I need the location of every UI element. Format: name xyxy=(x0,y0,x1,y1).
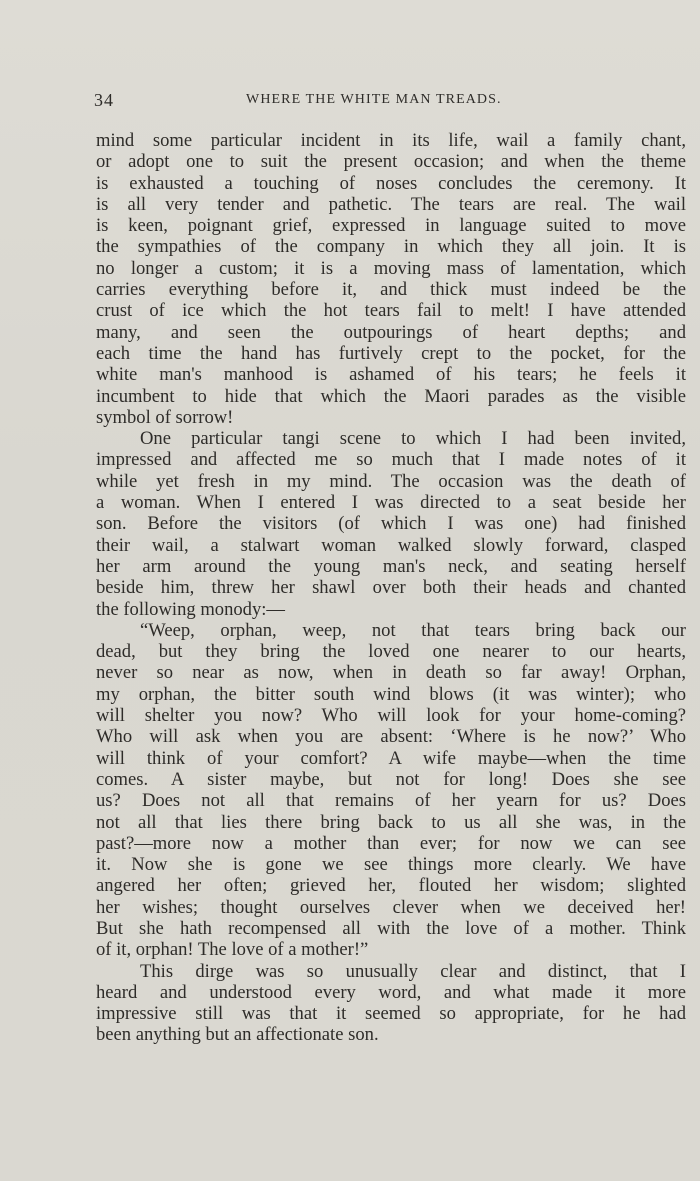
text-line: Who will ask when you are absent: ‘Where is he now?’ Who xyxy=(96,726,686,748)
text-line: it. Now she is gone we see things more clearly. We have xyxy=(96,854,686,876)
text-line: impressive still was that it seemed so appropriate, for he had xyxy=(96,1003,686,1025)
text-line: symbol of sorrow! xyxy=(96,406,234,428)
text-line: dead, but they bring the loved one nearer to our hearts, xyxy=(96,641,686,663)
text-line: will shelter you now? Who will look for your home-coming? xyxy=(96,705,686,727)
text-line: us? Does not all that remains of her yearn for us? Does xyxy=(96,790,686,812)
text-line: angered her often; grieved her, flouted her wisdom; slighted xyxy=(96,875,686,897)
text-line: not all that lies there bring back to us all she was, in the xyxy=(96,811,686,833)
text-line: the sympathies of the company in which they all join. It is xyxy=(96,236,686,258)
running-head xyxy=(94,90,686,114)
running-title: WHERE THE WHITE MAN TREADS. xyxy=(246,92,502,107)
text-line: is exhausted a touching of noses concludes the ceremony. It xyxy=(96,172,686,194)
page-number: 34 xyxy=(94,90,114,110)
text-line: impressed and affected me so much that I made notes of it xyxy=(96,449,686,471)
text-line: is all very tender and pathetic. The tears are real. The wail xyxy=(96,193,686,215)
text-line: past?—more now a mother than ever; for now we can see xyxy=(96,832,686,854)
text-line: is keen, poignant grief, expressed in language suited to move xyxy=(96,215,686,237)
text-line: never so near as now, when in death so far away! Orphan, xyxy=(96,662,686,684)
text-line: comes. A sister maybe, but not for long! Does she see xyxy=(96,768,686,790)
text-line: carries everything before it, and thick must indeed be the xyxy=(96,279,686,301)
text-line: a woman. When I entered I was directed to a seat beside her xyxy=(96,492,686,514)
text-line: This dirge was so unusually clear and distinct, that I xyxy=(140,960,686,982)
text-line: beside him, threw her shawl over both their heads and chanted xyxy=(96,577,686,599)
text-line: her wishes; thought ourselves clever when we deceived her! xyxy=(96,896,686,918)
paragraph xyxy=(96,961,686,1046)
text-line: will think of your comfort? A wife maybe—when the time xyxy=(96,747,686,769)
text-line: white man's manhood is ashamed of his tears; he feels it xyxy=(96,364,686,386)
text-line: my orphan, the bitter south wind blows (it was winter); who xyxy=(96,683,686,705)
text-line: But she hath recompensed all with the love of a mother. Think xyxy=(96,917,686,939)
paragraph xyxy=(96,620,686,961)
text-line: mind some particular incident in its life, wail a family chant, xyxy=(96,130,686,151)
text-line: been anything but an affectionate son. xyxy=(96,1024,379,1046)
text-line: heard and understood every word, and what made it more xyxy=(96,981,686,1003)
text-line: while yet fresh in my mind. The occasion was the death of xyxy=(96,470,686,492)
text-line: no longer a custom; it is a moving mass of lamentation, which xyxy=(96,257,686,279)
text-line: their wail, a stalwart woman walked slowly forward, clasped xyxy=(96,534,686,556)
text-line: incumbent to hide that which the Maori parades as the visible xyxy=(96,385,686,407)
text-line: son. Before the visitors (of which I was one) had finished xyxy=(96,513,686,535)
text-line: the following monody:— xyxy=(96,598,286,620)
paragraph xyxy=(96,130,686,428)
text-line: her arm around the young man's neck, and seating herself xyxy=(96,555,686,577)
text-line: of it, orphan! The love of a mother!” xyxy=(96,939,369,961)
body-text xyxy=(96,130,686,1046)
paragraph xyxy=(96,428,686,620)
text-line: or adopt one to suit the present occasion; and when the theme xyxy=(96,151,686,173)
text-line: crust of ice which the hot tears fail to melt! I have attended xyxy=(96,300,686,322)
text-line: many, and seen the outpourings of heart depths; and xyxy=(96,321,686,343)
text-line: One particular tangi scene to which I had been invited, xyxy=(140,428,686,450)
text-line: “Weep, orphan, weep, not that tears bring back our xyxy=(140,619,686,641)
text-line: each time the hand has furtively crept to the pocket, for the xyxy=(96,342,686,364)
